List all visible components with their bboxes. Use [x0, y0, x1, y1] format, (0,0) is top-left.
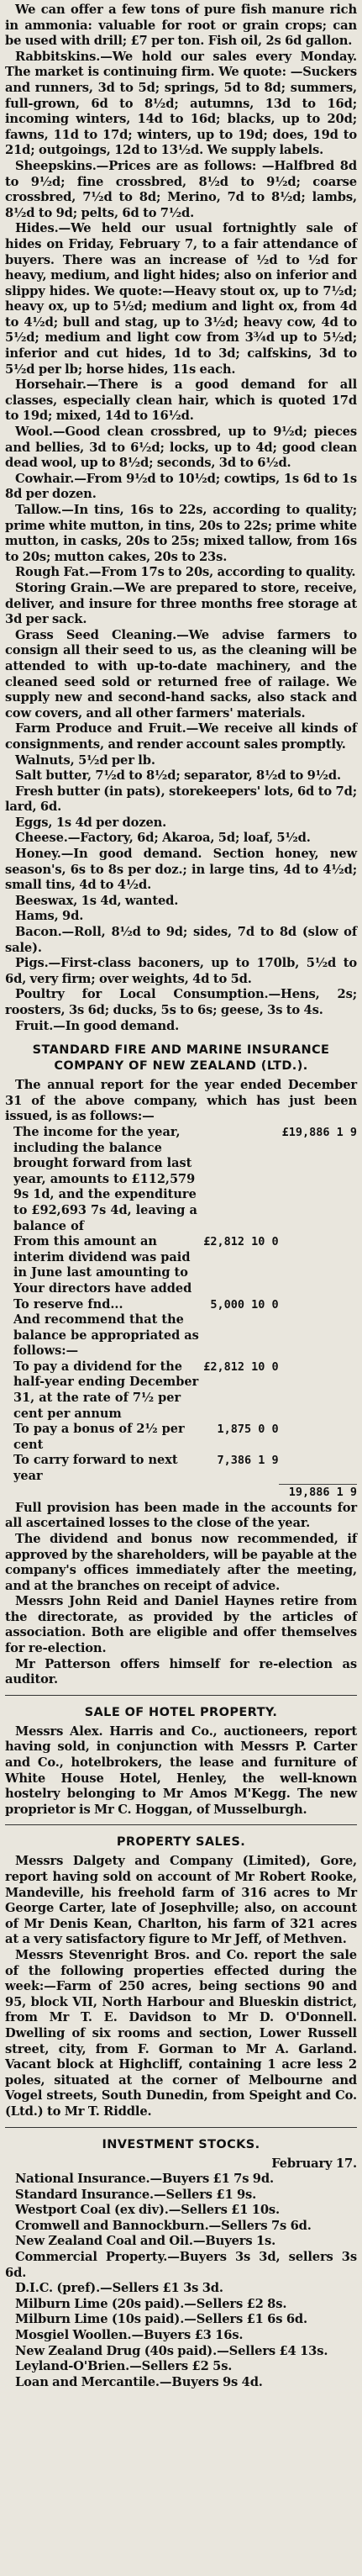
account-amount: 5,000 10 0 — [210, 1297, 279, 1312]
account-row — [5, 1297, 357, 1313]
market-paragraph: Walnuts, 5½d per lb. — [15, 752, 155, 768]
produce-market-report — [5, 3, 357, 1034]
account-total — [279, 1281, 357, 1297]
report-paragraph: The dividend and bonus now recommended, if approved by the shareholders, will be payable at the company's offices immediately after the meeting, and at the branches on receipt of advice. — [5, 1531, 357, 1593]
account-row — [5, 1281, 357, 1297]
property-sales — [5, 1834, 357, 2119]
account-label: And recommend that the balance be appropriated as follows:— — [13, 1312, 199, 1359]
account-row — [5, 1312, 357, 1359]
account-amount — [200, 1312, 278, 1359]
market-paragraph: Horsehair.—There is a good demand for all classes, especially clean hair, which is quoted 17d to 19d; mixed, 14d to 16½d. — [5, 377, 357, 424]
accounts-table — [5, 1125, 357, 1501]
market-paragraph: Beeswax, 1s 4d, wanted. — [15, 893, 179, 908]
stock-line: Standard Insurance.—Sellers £1 9s. — [15, 2187, 257, 2202]
account-total: 19,886 1 9 — [279, 1485, 357, 1501]
report-paragraph: Full provision has been made in the accounts for all ascertained losses to the close of the year. — [5, 1500, 357, 1531]
account-amount: £2,812 10 0 — [203, 1235, 279, 1249]
account-total — [279, 1453, 357, 1484]
property-paragraph: Messrs Dalgety and Company (Limited), Gore, report having sold on account of Mr Robert Rooke, Mandeville, his freehold farm of 316 acres to Mr George Carter, late of Josephville; also, on account of Mr Denis Kean, Charlton, his farm of 321 acres at a very satisfactory figure to Mr Jeff, of Methven. — [5, 1854, 357, 1947]
market-paragraph: Rabbitskins.—We hold our sales every Monday. The market is continuing firm. We quote: —Suckers and runners, 3d to 5d; springs, 5d to 8d; summers, full-grown, 6d to 8½d; autumns, 13d to 16d; incoming winters, 14d to 16d; blacks, up to 20d; fawns, 11d to 17d; winters, up to 19d; does, 19d to 21d; outgoings, 12d to 13½d. We supply labels. — [5, 49, 357, 158]
market-paragraph: Fruit.—In good demand. — [15, 1018, 180, 1033]
stock-line: Milburn Lime (10s paid).—Sellers £1 6s 6d. — [15, 2312, 307, 2327]
account-amount: £2,812 10 0 — [203, 1359, 279, 1374]
stock-line: National Insurance.—Buyers £1 7s 9d. — [15, 2172, 274, 2187]
account-label — [5, 1485, 200, 1501]
account-total: £19,886 1 9 — [281, 1125, 357, 1139]
account-total — [279, 1312, 357, 1359]
section-heading: INVESTMENT STOCKS. — [102, 2137, 260, 2151]
stock-line: New Zealand Coal and Oil.—Buyers 1s. — [15, 2234, 276, 2249]
market-paragraph: Pigs.—First-class baconers, up to 170lb, 5½d to 6d, very firm; over weights, 4d to 5d. — [5, 956, 357, 986]
account-amount: 1,875 0 0 — [217, 1423, 279, 1437]
market-paragraph: Salt butter, 7½d to 8½d; separator, 8½d to 9½d. — [15, 768, 341, 784]
account-label: To pay a dividend for the half-year ending December 31, at the rate of 7½ per cent per annum — [13, 1359, 199, 1421]
stock-line: New Zealand Drug (40s paid).—Sellers £4 13s. — [15, 2343, 328, 2358]
report-paragraph: Messrs John Reid and Daniel Haynes retire from the directorate, as provided by the articles of association. Both are eligible and offer themselves for re-election. — [5, 1594, 357, 1656]
hotel-sale — [5, 1704, 357, 1819]
market-paragraph: Cowhair.—From 9½d to 10½d; cowtips, 1s 6d to 1s 8d per dozen. — [5, 471, 357, 502]
market-paragraph: Cheese.—Factory, 6d; Akaroa, 5d; loaf, 5½d. — [15, 831, 311, 846]
account-row — [5, 1485, 357, 1501]
market-paragraph: Rough Fat.—From 17s to 20s, according to quality. — [15, 565, 356, 580]
property-paragraph: Messrs Stevenright Bros. and Co. report the sale of the following properties effected during the week:—Farm of 250 acres, being sections 90 and 95, block VII, North Harbour and Blueskin district, from Mr T. E. Davidson to Mr D. O'Donnell. Dwelling of six rooms and section, Lower Russell street, city, from F. Gorman to Mr A. Garland. Vacant block at Highcliff, containing 1 acre less 2 poles, situated at the corner of Melbourne and Vogel streets, South Dunedin, from Speight and Co. (Ltd.) to Mr T. Riddle. — [5, 1947, 357, 2119]
market-paragraph: Sheepskins.—Prices are as follows: —Halfbred 8d to 9½d; fine crossbred, 8½d to 9½d; coarse crossbred, 7½d to 8d; Merino, 7d to 8½d; lambs, 8½d to 9d; pelts, 6d to 7½d. — [5, 158, 357, 220]
stock-line: D.I.C. (pref).—Sellers £1 3s 3d. — [15, 2281, 223, 2296]
account-label: To reserve fnd... — [13, 1296, 123, 1312]
stock-line: Cromwell and Bannockburn.—Sellers 7s 6d. — [15, 2218, 312, 2233]
account-row — [5, 1422, 357, 1453]
stock-line: Commercial Property.—Buyers 3s 3d, sellers 3s 6d. — [5, 2250, 357, 2280]
market-paragraph: We can offer a few tons of pure fish manure rich in ammonia: valuable for root or grain crops; can be used with drill; £7 per ton. Fish oil, 2s 6d gallon. — [5, 3, 357, 49]
market-paragraph: Fresh butter (in pats), storekeepers' lots, 6d to 7d; lard, 6d. — [5, 784, 357, 815]
account-row — [5, 1453, 357, 1484]
market-paragraph: Wool.—Good clean crossbred, up to 9½d; pieces and bellies, 3d to 6½d; locks, up to 4d; good clean dead wool, up to 8½d; seconds, 3d to 6½d. — [5, 425, 357, 471]
account-amount: 7,386 1 9 — [217, 1454, 279, 1468]
report-paragraph: Mr Patterson offers himself for re-election as auditor. — [5, 1656, 357, 1687]
market-paragraph: Hams, 9d. — [15, 909, 84, 924]
account-label: The income for the year, including the balance brought forward from last year, amounts to £112,579 9s 1d, and the expenditure to £92,693 7s 4d, leaving a balance of — [13, 1124, 197, 1233]
account-row — [5, 1234, 357, 1281]
divider — [5, 2127, 357, 2128]
stock-line: Loan and Mercantile.—Buyers 9s 4d. — [15, 2374, 263, 2389]
market-paragraph: Farm Produce and Fruit.—We receive all kinds of consignments, and render account sales promptly. — [5, 721, 357, 752]
investment-stocks — [5, 2136, 357, 2391]
account-amount — [200, 1485, 278, 1501]
market-paragraph: Storing Grain.—We are prepared to store, receive, deliver, and insure for three months free storage at 3d per sack. — [5, 580, 357, 627]
divider — [5, 1695, 357, 1696]
divider — [5, 1824, 357, 1825]
market-paragraph: Poultry for Local Consumption.—Hens, 2s; roosters, 3s 6d; ducks, 5s to 6s; geese, 3s to 4s. — [5, 987, 357, 1017]
account-label: To pay a bonus of 2½ per cent — [13, 1422, 185, 1452]
section-heading: SALE OF HOTEL PROPERTY. — [84, 1705, 278, 1719]
stocks-date: February 17. — [271, 2156, 357, 2171]
account-total — [279, 1297, 357, 1313]
hotel-paragraph: Messrs Alex. Harris and Co., auctioneers, report having sold, in conjunction with Messrs P. Carter and Co., hotelbrokers, the lease and furniture of White House Hotel, Henley, the well-known hostelry belonging to Mr Amos M'Kegg. The new proprietor is Mr C. Hoggan, of Musselburgh. — [5, 1723, 357, 1817]
market-paragraph: Bacon.—Roll, 8½d to 9d; sides, 7d to 8d (slow of sale). — [5, 925, 357, 955]
account-label: Your directors have added — [13, 1280, 192, 1296]
market-paragraph: Eggs, 1s 4d per dozen. — [15, 815, 167, 830]
market-paragraph: Hides.—We held our usual fortnightly sale of hides on Friday, February 7, to a fair attendance of buyers. There was an increase of ½d to ½d for heavy, medium, and light hides; also on inferior and slippy hides. We quote:—Heavy stout ox, up to 7½d; heavy ox, up to 5½d; medium and light ox, from 4d to 4½d; bull and stag, up to 3½d; heavy cow, 4d to 5½d; medium and light cow from 3¾d up to 5½d; inferior and cut hides, 1d to 3d; calfskins, 3d to 5½d per lb; horse hides, 11s each. — [5, 221, 357, 377]
stock-line: Mosgiel Woollen.—Buyers £3 16s. — [15, 2328, 244, 2343]
market-paragraph: Tallow.—In tins, 16s to 22s, according to quality; prime white mutton, in tins, 20s to 22s; prime white mutton, in casks, 20s to 25s; mixed tallow, from 16s to 20s; mutton cakes, 20s to 23s. — [5, 503, 357, 564]
report-intro: The annual report for the year ended December 31 of the above company, which has just been issued, is as follows:— — [5, 1078, 357, 1124]
account-label: From this amount an interim dividend was paid in June last amounting to — [13, 1234, 191, 1280]
account-amount — [200, 1125, 278, 1234]
account-total — [279, 1359, 357, 1422]
account-total — [279, 1234, 357, 1281]
account-row — [5, 1125, 357, 1234]
stock-line: Westport Coal (ex div).—Sellers £1 10s. — [15, 2203, 280, 2218]
section-heading: PROPERTY SALES. — [116, 1835, 246, 1850]
insurance-report — [5, 1043, 357, 1688]
account-label: To carry forward to next year — [13, 1453, 178, 1484]
section-heading: STANDARD FIRE AND MARINE INSURANCE COMPANY OF NEW ZEALAND (LTD.). — [32, 1043, 330, 1074]
market-paragraph: Grass Seed Cleaning.—We advise farmers to consign all their seed to us, as the cleaning will be attended to with up-to-date machinery, and the cleaned seed sold or returned free of railage. We supply new and second-hand sacks, also stack and cow covers, and all other farmers' materials. — [5, 627, 357, 721]
stock-line: Leyland-O'Brien.—Sellers £2 5s. — [15, 2359, 233, 2374]
account-total — [279, 1422, 357, 1453]
stock-line: Milburn Lime (20s paid).—Sellers £2 8s. — [15, 2296, 287, 2311]
market-paragraph: Honey.—In good demand. Section honey, new season's, 6s to 8s per doz.; in large tins, 4d to 4½d; small tins, 4d to 4½d. — [5, 847, 357, 893]
account-row — [5, 1359, 357, 1422]
account-amount — [200, 1281, 278, 1297]
